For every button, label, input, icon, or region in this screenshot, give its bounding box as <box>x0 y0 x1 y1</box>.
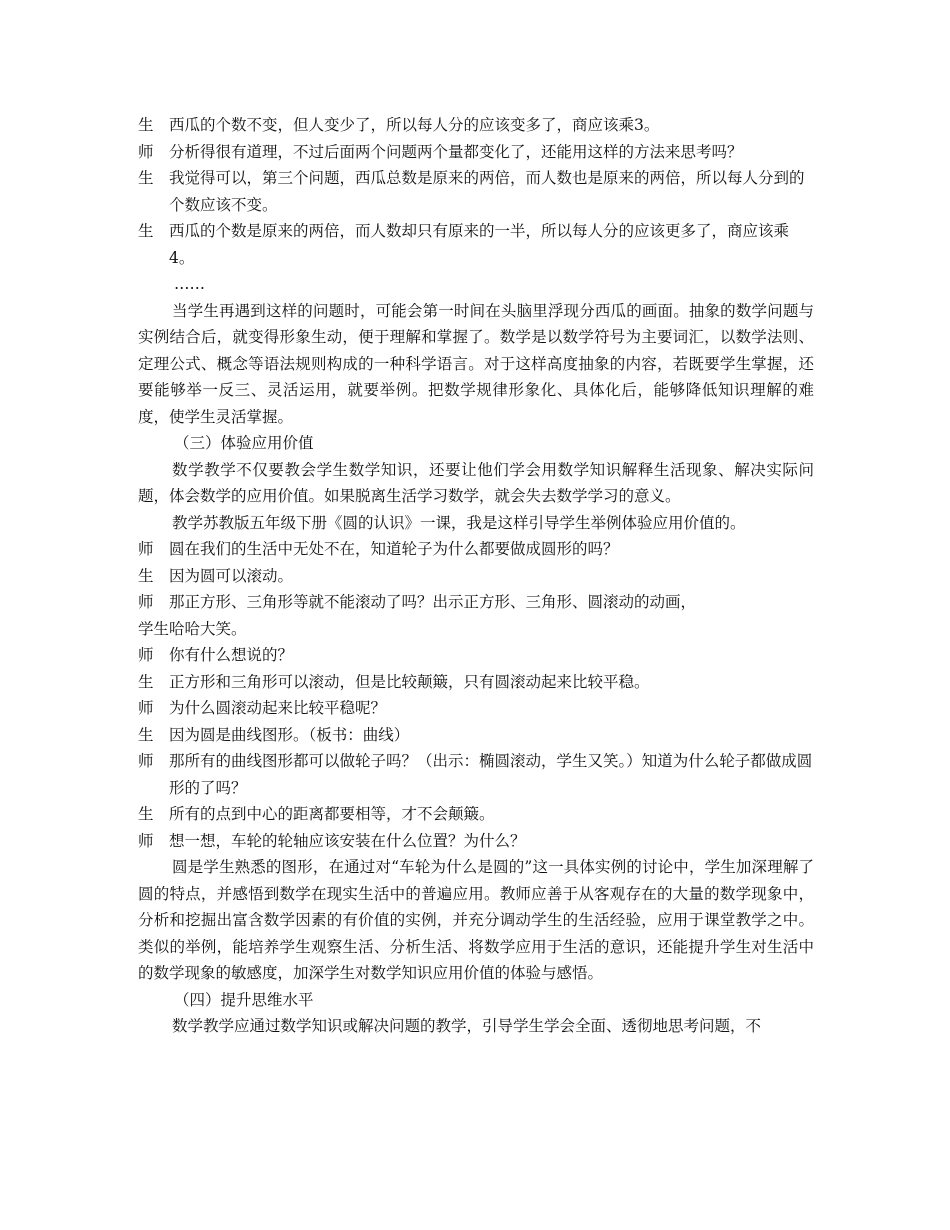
dialogue-text: 西瓜的个数不变，但人变少了，所以每人分的应该变多了，商应该乘3。 <box>169 116 660 134</box>
dialogue-line <box>138 669 814 696</box>
speaker-label: 生 <box>138 725 154 744</box>
dialogue-text: 那所有的曲线图形都可以做轮子吗？（出示：椭圆滚动，学生又笑。）知道为什么轮子都做成圆形的了吗？ <box>169 752 813 797</box>
dialogue-line <box>138 828 814 855</box>
dialogue-text: 因为圆是曲线图形。（板书：曲线） <box>169 725 410 744</box>
dialogue-text: 想一想，车轮的轮轴应该安装在什么位置？为什么？ <box>169 831 526 850</box>
body-paragraph: 数学教学应通过数学知识或解决问题的教学，引导学生学会全面、透彻地思考问题，不 <box>172 1017 762 1035</box>
dialogue-line <box>138 801 814 828</box>
dialogue-line <box>138 722 814 749</box>
dialogue-text: 圆在我们的生活中无处不在，知道轮子为什么都要做成圆形的吗？ <box>169 540 619 558</box>
speaker-label: 师 <box>138 831 154 850</box>
dialogue-line <box>138 589 814 616</box>
speaker-label: 生 <box>138 672 154 691</box>
body-paragraph: 当学生再遇到这样的问题时，可能会第一时间在头脑里浮现分西瓜的画面。抽象的数学问题与实例结合后，就变得形象生动，便于理解和掌握了。数学是以数学符号为主要词汇，以数学法则、定理公式、概念等语法规则构成的一种科学语言。对于这样高度抽象的内容，若既要学生掌握，还要能够举一反三、灵活运用，就要举例。把数学规律形象化、具体化后，能够降低知识理解的难度，使学生灵活掌握。 <box>138 301 814 426</box>
dialogue-text: 你有什么想说的？ <box>169 646 294 664</box>
dialogue-text: 西瓜的个数是原来的两倍，而人数却只有原来的一半，所以每人分的应该更多了，商应该乘4。 <box>169 222 790 267</box>
dialogue-text: 所有的点到中心的距离都要相等，才不会颠簸。 <box>169 805 495 823</box>
dialogue-line <box>138 139 814 166</box>
body-paragraph: 数学教学不仅要教会学生数学知识，还要让他们学会用数学知识解释生活现象、解决实际问题，体会数学的应用价值。如果脱离生活学习数学，就会失去数学学习的意义。 <box>138 460 814 505</box>
dialogue-line <box>138 563 814 590</box>
section-heading: （四）提升思维水平 <box>174 990 314 1009</box>
ellipsis: …… <box>174 275 205 293</box>
dialogue-line <box>138 112 814 139</box>
dialogue-line <box>138 536 814 563</box>
speaker-label: 生 <box>138 116 154 134</box>
dialogue-text: 我觉得可以，第三个问题，西瓜总数是原来的两倍，而人数也是原来的两倍，所以每人分到的个数应该不变。 <box>169 169 805 214</box>
speaker-label: 师 <box>138 699 154 717</box>
speaker-label: 师 <box>138 752 154 770</box>
dialogue-line <box>138 748 814 801</box>
continuation-line: 学生哈哈大笑。 <box>138 619 247 638</box>
dialogue-line <box>138 642 814 669</box>
speaker-label: 师 <box>138 646 154 664</box>
dialogue-line <box>138 695 814 722</box>
speaker-label: 师 <box>138 540 154 558</box>
speaker-label: 生 <box>138 222 154 240</box>
dialogue-line <box>138 218 814 271</box>
document-page <box>138 112 814 1040</box>
speaker-label: 生 <box>138 169 154 187</box>
speaker-label: 师 <box>138 593 154 611</box>
dialogue-line <box>138 165 814 218</box>
dialogue-text: 分析得很有道理，不过后面两个问题两个量都变化了，还能用这样的方法来思考吗？ <box>169 142 743 161</box>
body-paragraph: 教学苏教版五年级下册《圆的认识》一课，我是这样引导学生举例体验应用价值的。 <box>172 513 746 532</box>
dialogue-text: 为什么圆滚动起来比较平稳呢？ <box>169 699 387 717</box>
body-paragraph: 圆是学生熟悉的图形，在通过对“车轮为什么是圆的”这一具体实例的讨论中，学生加深理解了圆的特点，并感悟到数学在现实生活中的普遍应用。教师应善于从客观存在的大量的数学现象中，分析和挖掘出富含数学因素的有价值的实例，并充分调动学生的生活经验，应用于课堂教学之中。类似的举例，能培养学生观察生活、分析生活、将数学应用于生活的意识，还能提升学生对生活中的数学现象的敏感度，加深学生对数学知识应用价值的体验与感悟。 <box>138 858 814 982</box>
speaker-label: 生 <box>138 805 154 823</box>
speaker-label: 生 <box>138 566 154 585</box>
dialogue-text: 因为圆可以滚动。 <box>169 566 294 585</box>
dialogue-text: 那正方形、三角形等就不能滚动了吗？出示正方形、三角形、圆滚动的动画， <box>169 593 697 611</box>
dialogue-text: 正方形和三角形可以滚动，但是比较颠簸，只有圆滚动起来比较平稳。 <box>169 672 650 691</box>
section-heading: （三）体验应用价值 <box>174 434 314 452</box>
speaker-label: 师 <box>138 142 154 161</box>
